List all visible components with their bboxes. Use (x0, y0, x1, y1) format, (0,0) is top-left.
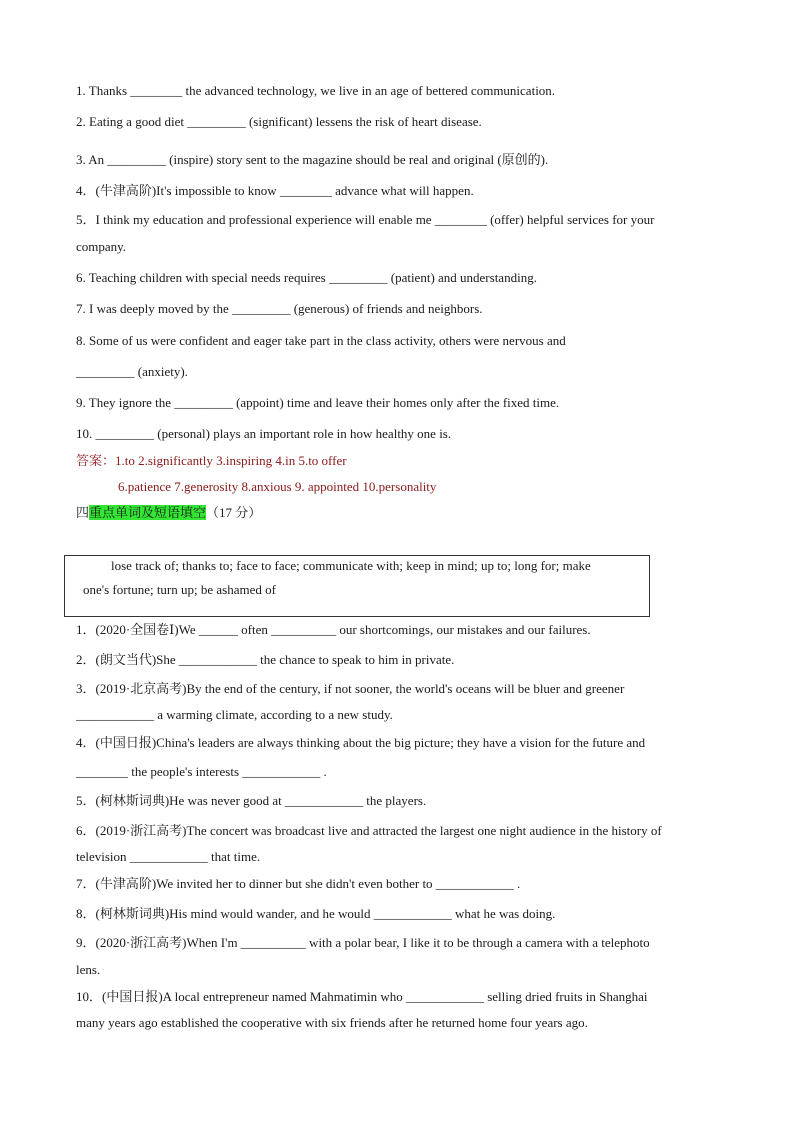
p4-question-2: 2．(朗文当代)She ____________ the chance to speak to him in private. (76, 652, 455, 667)
p3-question-4: 4．(牛津高阶)It's impossible to know ________ advance what will happen. (76, 183, 474, 198)
section-score: （17 分） (206, 505, 262, 520)
p4-question-3-line2: ____________ a warming climate, according to a new study. (76, 707, 393, 722)
p4-question-10-line2: many years ago established the cooperative with six friends after he returned home four years ago. (76, 1015, 588, 1030)
p4-question-3-line1: 3．(2019·北京高考)By the end of the century, if not sooner, the world's oceans will be bluer and greener (76, 681, 625, 696)
p3-question-5-line2: company. (76, 239, 127, 254)
p4-question-6-line1: 6．(2019·浙江高考)The concert was broadcast live and attracted the largest one night audience in the history of (76, 823, 662, 838)
p3-question-3: 3. An _________ (inspire) story sent to the magazine should be real and original (原创的). (76, 152, 549, 167)
section-number: 四 (76, 505, 90, 520)
p4-question-7: 7．(牛津高阶)We invited her to dinner but she didn't even bother to ____________ . (76, 876, 521, 891)
p4-question-1: 1．(2020·全国卷Ⅰ)We ______ often __________ our shortcomings, our mistakes and our failures. (76, 622, 591, 637)
p4-question-4-line1: 4．(中国日报)China's leaders are always thinking about the big picture; they have a vision for the future and (76, 735, 646, 750)
section-heading (76, 505, 261, 521)
p3-question-6: 6. Teaching children with special needs requires _________ (patient) and understanding. (76, 270, 537, 285)
p3-question-10: 10. _________ (personal) plays an important role in how healthy one is. (76, 426, 452, 441)
p4-question-6-line2: television ____________ that time. (76, 849, 261, 864)
word-bank-line-1: lose track of; thanks to; face to face; communicate with; keep in mind; up to; long for; make (111, 558, 591, 573)
answer-label: 答案： (76, 453, 116, 468)
p3-question-5-line1: 5．I think my education and professional experience will enable me ________ (offer) helpful services for your (76, 212, 655, 227)
p4-question-10-line1: 10．(中国日报)A local entrepreneur named Mahmatimin who ____________ selling dried fruits in Shanghai (76, 989, 648, 1004)
p4-question-5: 5．(柯林斯词典)He was never good at ____________ the players. (76, 793, 427, 808)
answer-line-2: 6.patience 7.generosity 8.anxious 9. appointed 10.personality (118, 479, 437, 494)
p3-question-2: 2. Eating a good diet _________ (significant) lessens the risk of heart disease. (76, 114, 482, 129)
p4-question-8: 8．(柯林斯词典)His mind would wander, and he would ____________ what he was doing. (76, 906, 556, 921)
answer-values-1: 1.to 2.significantly 3.inspiring 4.in 5.to offer (115, 453, 347, 468)
p3-question-8-line1: 8. Some of us were confident and eager take part in the class activity, others were nervous and (76, 333, 566, 348)
p3-question-8-line2: _________ (anxiety). (76, 364, 188, 379)
p3-question-1: 1. Thanks ________ the advanced technology, we live in an age of bettered communication. (76, 83, 556, 98)
word-bank-line-2: one's fortune; turn up; be ashamed of (83, 582, 276, 597)
p3-question-9: 9. They ignore the _________ (appoint) time and leave their homes only after the fixed time. (76, 395, 560, 410)
answer-line-1 (76, 453, 347, 469)
word-bank-box (64, 555, 650, 617)
p3-question-7: 7. I was deeply moved by the _________ (generous) of friends and neighbors. (76, 301, 483, 316)
section-title: 重点单词及短语填空 (89, 505, 207, 520)
p4-question-9-line1: 9．(2020·浙江高考)When I'm __________ with a polar bear, I like it to be through a camera with a telephoto (76, 935, 650, 950)
p4-question-4-line2: ________ the people's interests ____________ . (76, 764, 327, 779)
p4-question-9-line2: lens. (76, 962, 101, 977)
